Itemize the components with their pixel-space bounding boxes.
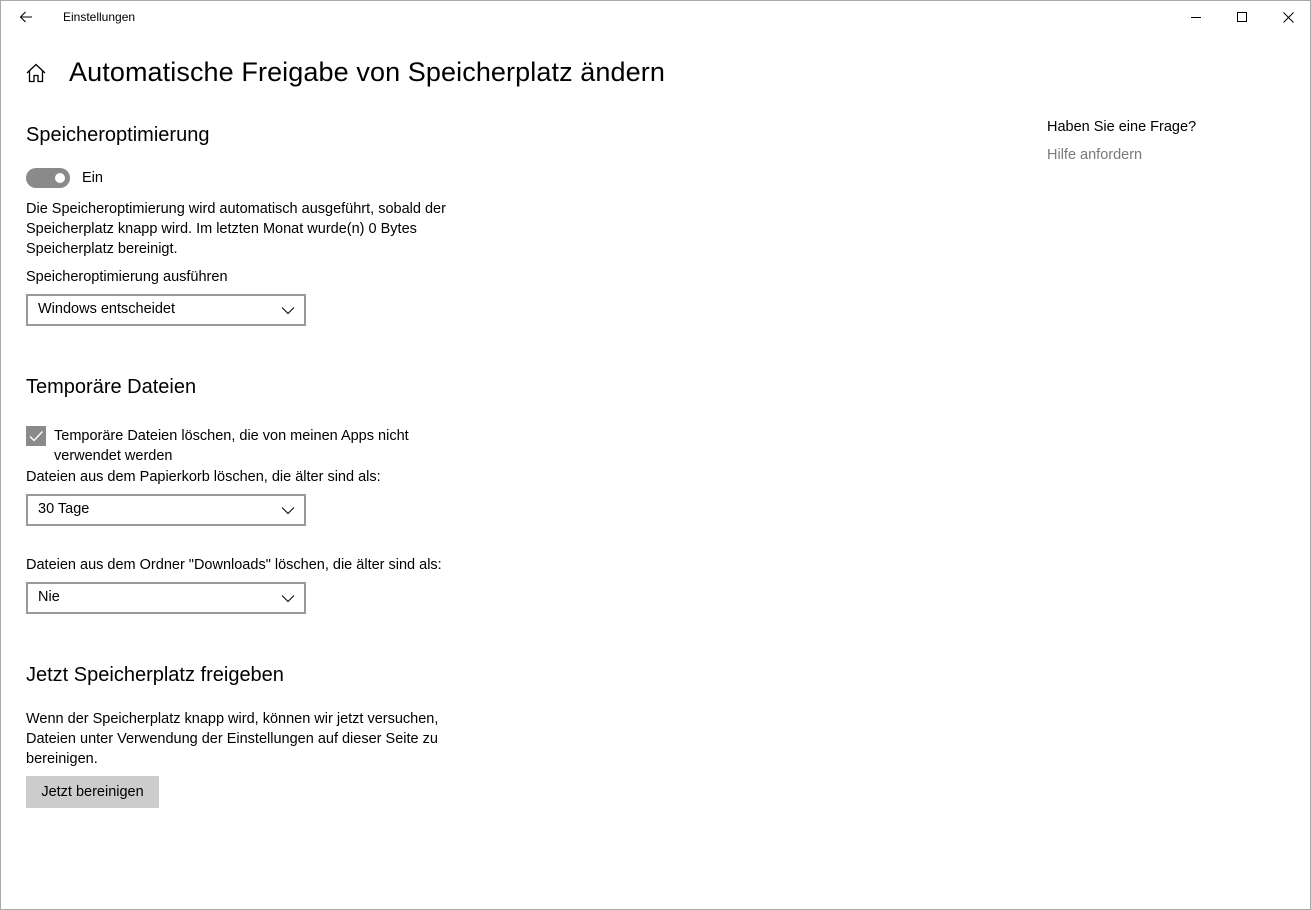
maximize-icon [1237, 12, 1247, 22]
maximize-button[interactable] [1219, 1, 1265, 33]
downloads-dropdown[interactable] [26, 582, 306, 614]
downloads-value: Nie [38, 589, 60, 605]
delete-temp-files-checkbox[interactable] [26, 426, 46, 446]
clean-now-button[interactable]: Jetzt bereinigen [26, 776, 159, 808]
title-bar [1, 1, 1310, 33]
chevron-down-icon [281, 592, 295, 604]
home-button[interactable] [25, 62, 47, 84]
temp-files-heading: Temporäre Dateien [26, 376, 197, 398]
page-title: Automatische Freigabe von Speicherplatz ändern [69, 57, 665, 87]
run-storage-sense-value: Windows entscheidet [38, 301, 176, 317]
run-storage-sense-dropdown[interactable] [26, 294, 306, 326]
free-space-now-description: Wenn der Speicherplatz knapp wird, können wir jetzt versuchen, Dateien unter Verwendung der Einstellungen auf dieser Seite zu bereinigen. [26, 711, 439, 767]
minimize-icon [1191, 17, 1201, 18]
downloads-label: Dateien aus dem Ordner "Downloads" löschen, die älter sind als: [26, 557, 442, 573]
chevron-down-icon [281, 504, 295, 516]
home-icon [25, 62, 47, 84]
minimize-button[interactable] [1173, 1, 1219, 33]
checkmark-icon [28, 428, 44, 444]
delete-temp-files-label: Temporäre Dateien löschen, die von meinen Apps nicht verwendet werden [54, 428, 409, 464]
storage-sense-description: Die Speicheroptimierung wird automatisch ausgeführt, sobald der Speicherplatz knapp wird. Im letzten Monat wurde(n) 0 Bytes Speicherplatz bereinigt. [26, 201, 446, 257]
close-button[interactable] [1265, 1, 1311, 33]
storage-sense-heading: Speicheroptimierung [26, 124, 210, 146]
free-space-now-heading: Jetzt Speicherplatz freigeben [26, 664, 284, 686]
arrow-left-icon [19, 11, 33, 23]
chevron-down-icon [281, 304, 295, 316]
app-title: Einstellungen [63, 10, 136, 24]
help-question: Haben Sie eine Frage? [1047, 119, 1197, 135]
back-button[interactable] [11, 5, 41, 29]
run-storage-sense-label: Speicheroptimierung ausführen [26, 269, 228, 285]
recycle-bin-value: 30 Tage [38, 501, 90, 517]
recycle-bin-label: Dateien aus dem Papierkorb löschen, die älter sind als: [26, 469, 381, 485]
get-help-link[interactable]: Hilfe anfordern [1047, 147, 1143, 163]
recycle-bin-dropdown[interactable] [26, 494, 306, 526]
storage-sense-toggle[interactable] [26, 168, 70, 188]
close-icon [1283, 12, 1294, 23]
storage-sense-toggle-label: Ein [82, 170, 103, 186]
toggle-knob [55, 173, 65, 183]
